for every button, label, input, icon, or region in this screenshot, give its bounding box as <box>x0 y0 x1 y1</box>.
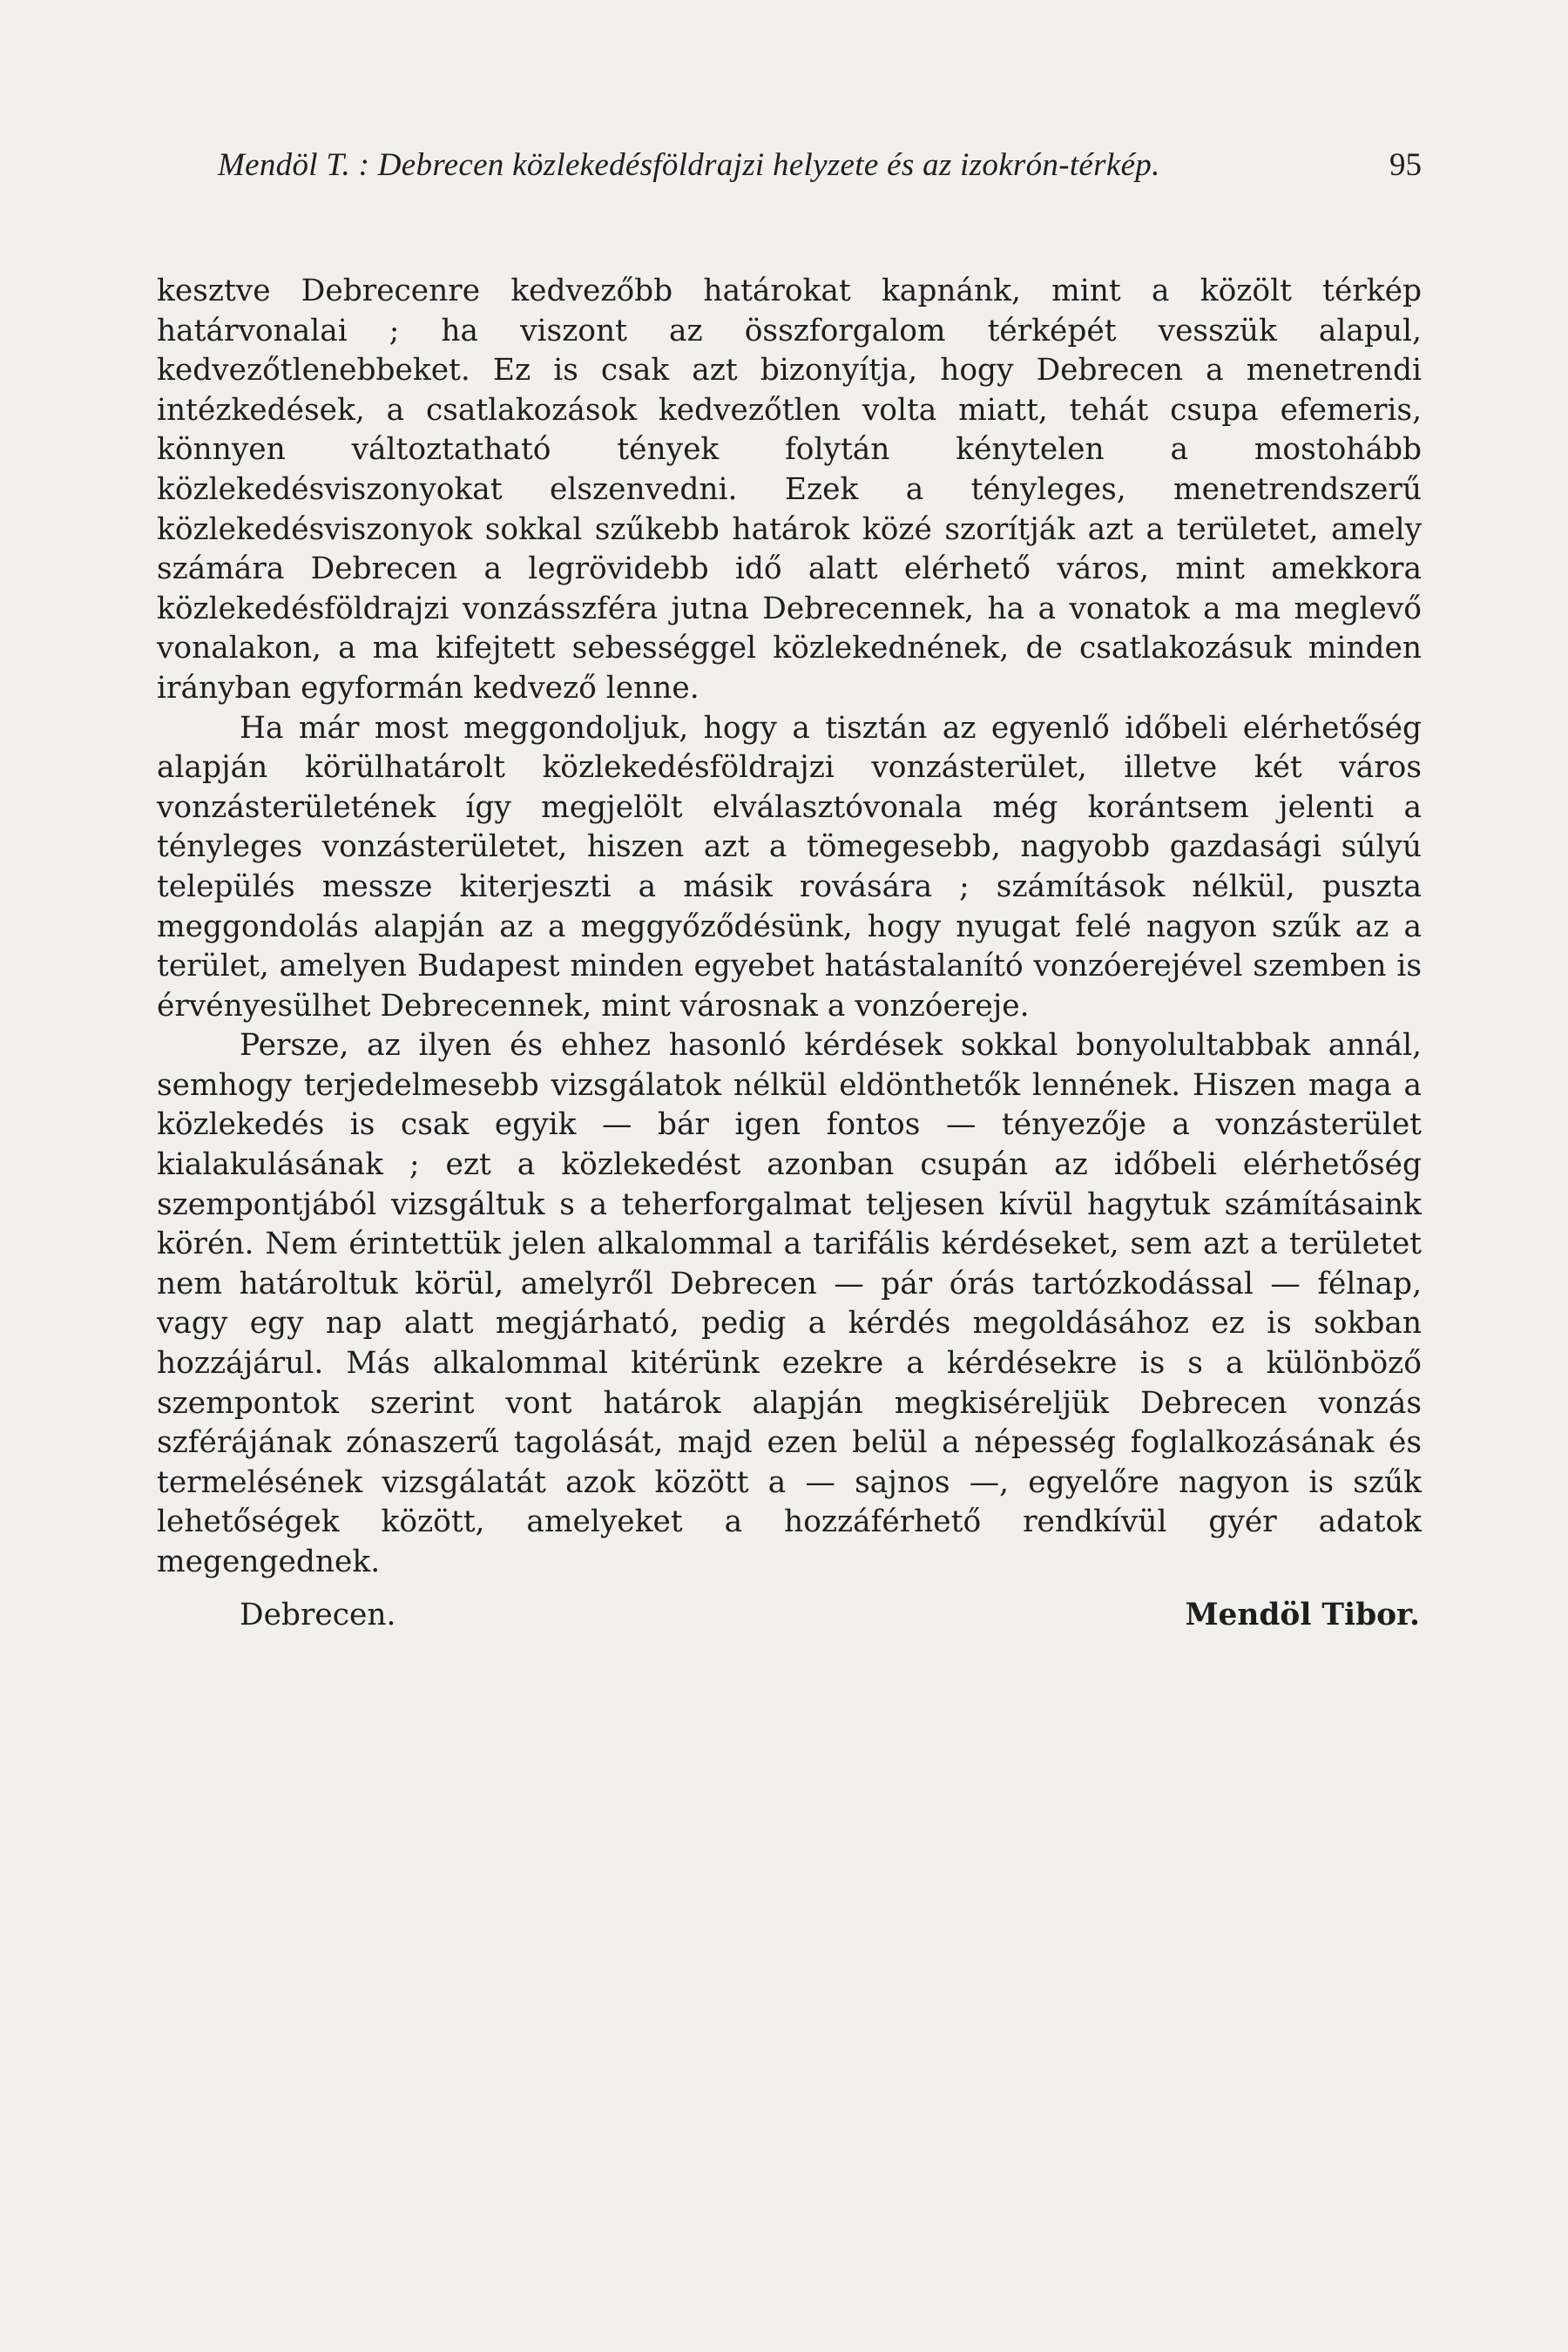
article-body <box>157 272 1422 1583</box>
paragraph: Persze, az ilyen és ehhez hasonló kérdések sokkal bonyolultabbak annál, semhogy terjedelmesebb vizsgálatok nélkül eldönthetők lennének. Hiszen maga a közlekedés is csak egyik — bár igen fontos — tényezője a vonzásterület kialakulásának ; ezt a közlekedést azonban csupán az időbeli elérhetőség szempontjából vizsgáltuk s a teherforgalmat teljesen kívül hagytuk számításaink körén. Nem érintettük jelen alkalommal a tarifális kérdéseket, sem azt a területet nem határoltuk körül, amelyről Debrecen — pár órás tartózkodással — félnap, vagy egy nap alatt megjárható, pedig a kérdés megoldásához ez is sokban hozzájárul. Más alkalommal kitérünk ezekre a kérdésekre is s a különböző szempontok szerint vont határok alapján megkiséreljük Debrecen vonzás szférájának zónaszerű tagolását, majd ezen belül a népesség foglalkozásának és termelésének vizsgálatát azok között a — sajnos —, egyelőre nagyon is szűk lehetőségek között, amelyeket a hozzáférhető rendkívül gyér adatok megengednek. <box>157 1028 1422 1579</box>
signature-line <box>157 1593 1422 1637</box>
page-number: 95 <box>1389 147 1422 183</box>
signature-place: Debrecen. <box>240 1597 396 1632</box>
document-page <box>157 131 1422 2239</box>
signature-author: Mendöl Tibor. <box>1185 1597 1420 1632</box>
running-title: Mendöl T. : Debrecen közlekedésföldrajzi helyzete és az izokrón-térkép. <box>218 147 1160 183</box>
running-header <box>157 131 1422 200</box>
paragraph: Ha már most meggondoljuk, hogy a tisztán az egyenlő időbeli elérhetőség alapján körülhatárolt közlekedésföldrajzi vonzásterület, illetve két város vonzásterületének így megjelölt elválasztóvonala még korántsem jelenti a tényleges vonzásterületet, hiszen azt a tömegesebb, nagyobb gazdasági súlyú település messze kiterjeszti a másik rovására ; számítások nélkül, puszta meggondolás alapján az a meggyőződésünk, hogy nyugat felé nagyon szűk az a terület, amelyen Budapest minden egyebet hatástalanító vonzóerejével szemben is érvényesülhet Debrecennek, mint városnak a vonzóereje. <box>157 710 1422 1024</box>
paragraph-continuation: kesztve Debrecenre kedvezőbb határokat kapnánk, mint a közölt térkép határvonalai ; ha viszont az összforgalom térképét vesszük alapul, kedvezőtlenebbeket. Ez is csak azt bizonyítja, hogy Debrecen a menetrendi intézkedések, a csatlakozások kedvezőtlen volta miatt, tehát csupa efemeris, könnyen változtatható tények folytán kénytelen a mostohább közlekedésviszonyokat elszenvedni. Ezek a tényleges, menetrendszerű közlekedésviszonyok sokkal szűkebb határok közé szorítják azt a területet, amely számára Debrecen a legrövidebb idő alatt elérhető város, mint amekkora közlekedésföldrajzi vonzásszféra jutna Debrecennek, ha a vonatok a ma meglevő vonalakon, a ma kifejtett sebességgel közlekednének, de csatlakozásuk minden irányban egyformán kedvező lenne. <box>157 274 1422 706</box>
